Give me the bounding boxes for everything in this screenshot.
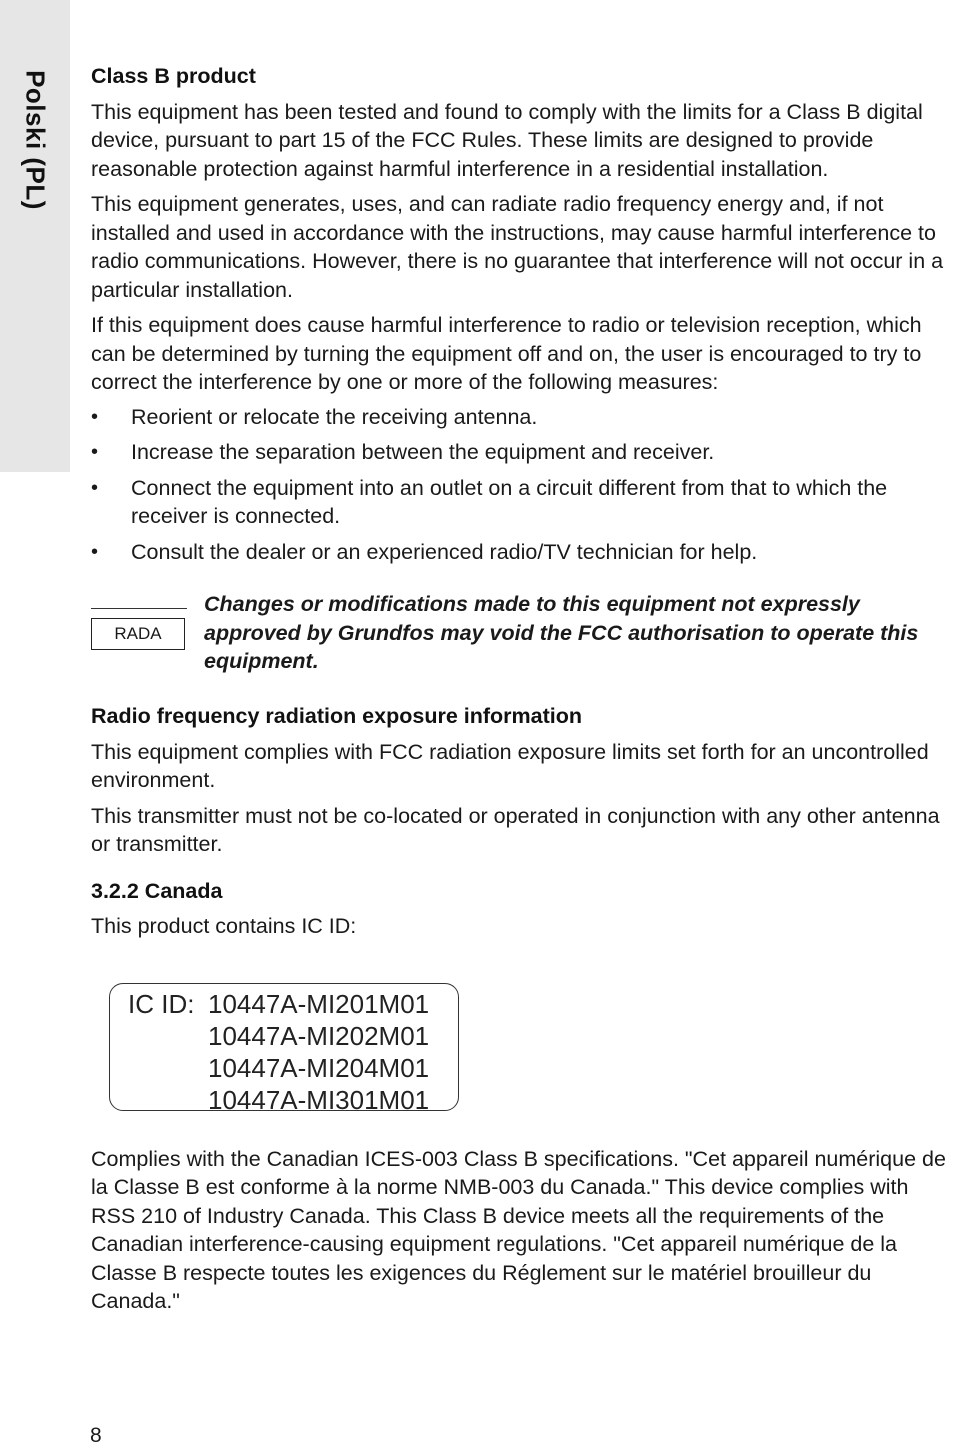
ic-id-box <box>109 983 459 1115</box>
list-item: • Connect the equipment into an outlet on a circuit different from that to which the receiver is connected. <box>91 474 957 531</box>
class-b-heading: Class B product <box>91 64 256 88</box>
class-b-paragraph: If this equipment does cause harmful interference to radio or television reception, which can be determined by turning the equipment off and on, the user is encouraged to try to correct the interference by one or more of the following measures: <box>91 313 922 394</box>
ic-id-value: 10447A-MI204M01 <box>208 1052 430 1083</box>
page-number: 8 <box>90 1424 102 1447</box>
caution-divider <box>91 608 187 609</box>
caution-text: Changes or modifications made to this equipment not expressly approved by Grundfos may void the FCC authorisation to operate this equipment. <box>204 592 919 673</box>
list-item: • Increase the separation between the equipment and receiver. <box>91 438 957 467</box>
ic-id-list <box>208 988 429 1116</box>
class-b-paragraph: This equipment has been tested and found to comply with the limits for a Class B digital device, pursuant to part 15 of the FCC Rules. These limits are designed to provide reasonable protection against harmful interference in a residential installation. <box>91 99 923 181</box>
ic-id-label: IC ID: <box>128 988 195 1019</box>
canada-intro: This product contains IC ID: <box>91 914 357 938</box>
measures-list <box>91 403 957 567</box>
rf-exposure-heading: Radio frequency radiation exposure information <box>91 704 582 728</box>
caution-label: RADA <box>91 618 185 650</box>
language-side-tab <box>0 0 70 472</box>
page-content <box>91 62 957 1316</box>
language-tab-label: Polski (PL) <box>20 70 51 210</box>
ic-id-value: 10447A-MI202M01 <box>208 1020 430 1051</box>
rf-exposure-paragraph: This transmitter must not be co-located or operated in conjunction with any other antenna or transmitter. <box>91 803 940 856</box>
caution-notice <box>91 590 957 682</box>
canada-compliance-text: Complies with the Canadian ICES-003 Class B specifications. "Cet appareil numérique de la Classe B est conforme à la norme NMB-003 du Canada." This device complies with RSS 210 of Industry Canada. This Class B device meets all the requirements of the Canadian interference-causing equipment regulations. "Cet appareil numérique de la Classe B respecte toutes les exigences du Réglement sur le matériel brouilleur du Canada." <box>91 1146 946 1313</box>
ic-id-value: 10447A-MI201M01 <box>208 988 430 1019</box>
class-b-paragraph: This equipment generates, uses, and can radiate radio frequency energy and, if not installed and used in accordance with the instructions, may cause harmful interference to radio communications. However, there is no guarantee that interference will not occur in a particular installation. <box>91 192 944 302</box>
list-item: • Reorient or relocate the receiving antenna. <box>91 403 957 432</box>
list-item: • Consult the dealer or an experienced radio/TV technician for help. <box>91 538 957 567</box>
ic-id-value: 10447A-MI301M01 <box>208 1084 430 1115</box>
rf-exposure-paragraph: This equipment complies with FCC radiation exposure limits set forth for an uncontrolled environment. <box>91 739 929 792</box>
canada-heading: 3.2.2 Canada <box>91 878 223 903</box>
